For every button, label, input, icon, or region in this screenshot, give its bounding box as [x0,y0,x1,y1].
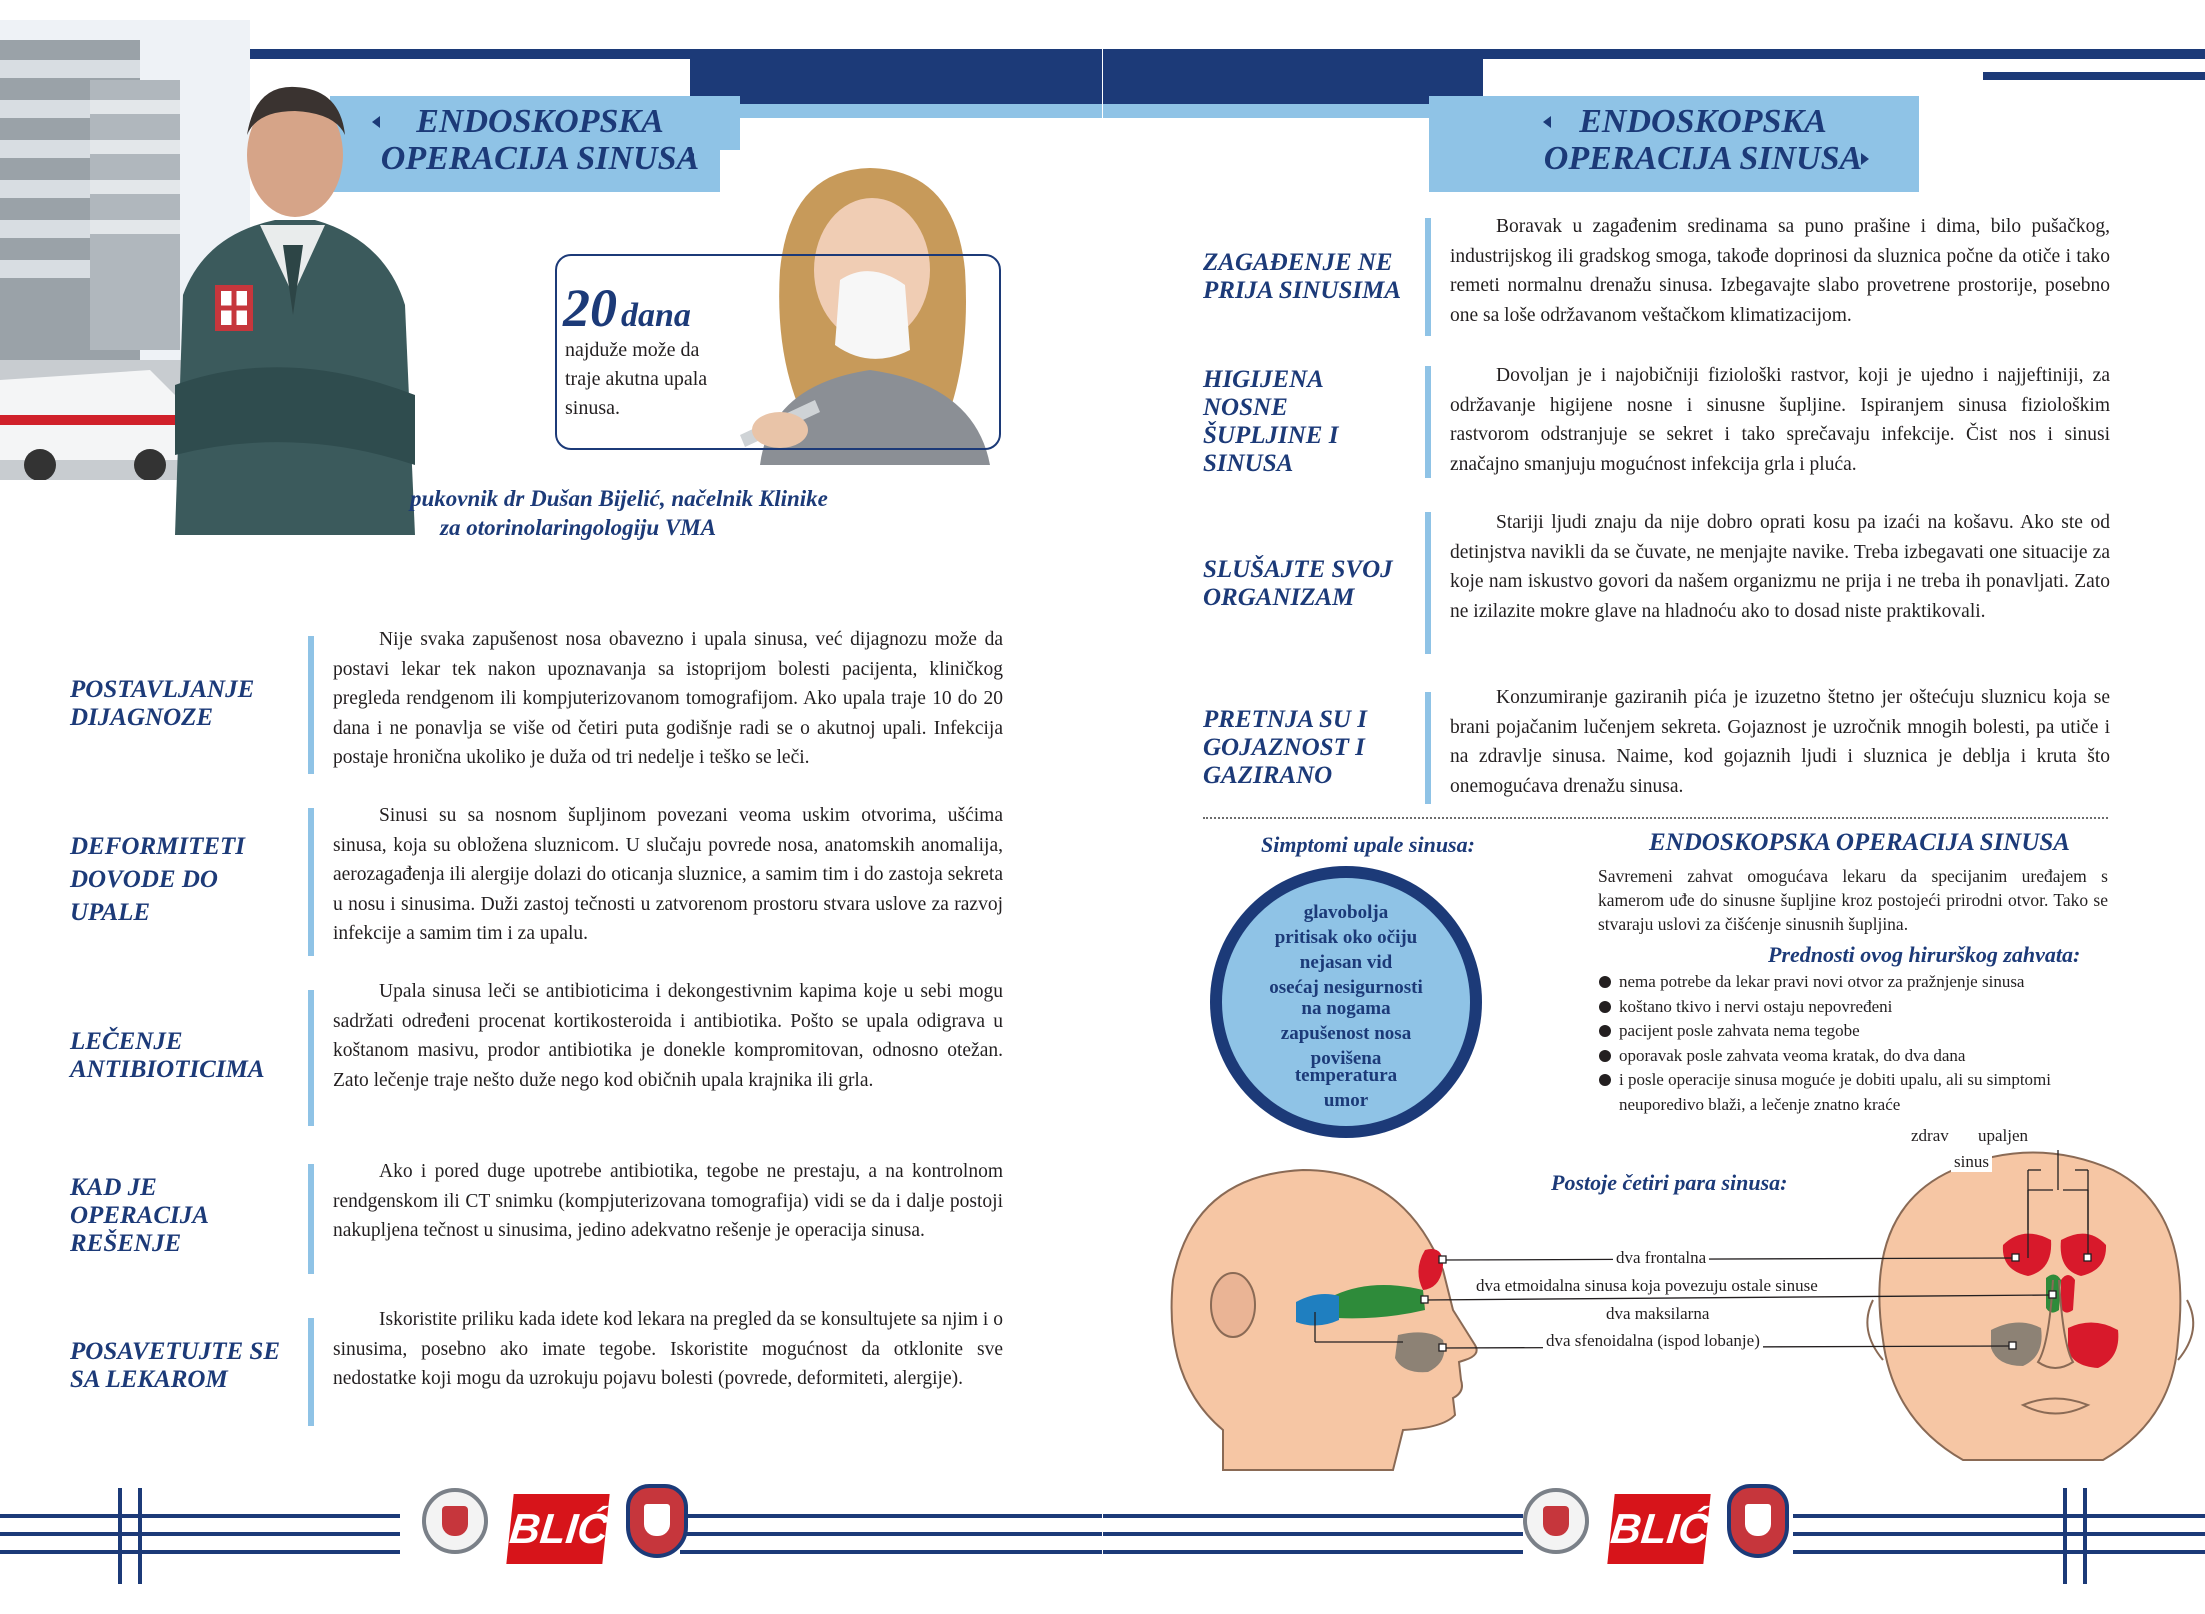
section-heading-line: PRETNJA SU I [1203,706,1367,733]
section-heading-line: DEFORMITETI [70,833,246,860]
sinus-label-sphenoid: dva sfenoidalna (ispod lobanje) [1543,1331,1763,1351]
footer-line [0,1550,400,1554]
page-title [1503,103,1903,177]
section-bar [1425,218,1431,336]
footer-ornament-vline [118,1488,122,1584]
diagram-title: Postoje četiri para sinusa: [1551,1170,1788,1195]
page-title-line2: OPERACIJA SINUSA [380,140,700,177]
sinus-label-ethmoid: dva etmoidalna sinusa koja povezuju ostale sinuse [1473,1276,1821,1296]
symptom-item: na nogama [1301,998,1391,1019]
sinus-label-frontal: dva frontalna [1613,1248,1709,1268]
top-stripe-dark-2 [1103,49,1483,105]
right-page [1103,0,2205,1614]
footer-line [1793,1532,2205,1536]
title-arrow-left-icon [1543,116,1551,128]
doctor-photo [165,45,420,535]
section-heading-line: POSTAVLJANJE [70,676,255,703]
page-title-line1: ENDOSKOPSKA [1579,103,1827,140]
section-heading [1203,249,1401,305]
section-heading-line: NOSNE [1203,394,1288,421]
footer-line [1103,1532,1523,1536]
advantages-title: Prednosti ovog hirurškog zahvata: [1768,942,2081,967]
section-heading-line: ZAGAĐENJE NE [1203,249,1393,276]
footer-line [1793,1514,2205,1518]
section-heading-line: SLUŠAJTE SVOJ [1203,556,1393,583]
section-heading-line: OPERACIJA [70,1202,209,1229]
symptom-item: povišena [1310,1048,1382,1069]
footer-line [1793,1550,2205,1554]
symptom-item: nejasan vid [1299,952,1393,973]
footer-line [0,1532,400,1536]
sinus-label-maxillary: dva maksilarna [1603,1304,1712,1324]
footer-line [680,1514,1102,1518]
sinus-diagram [1103,1126,2205,1480]
section-body: Iskoristite priliku kada idete kod lekara na pregled da se konsultujete sa njim i o sinusima, posebno ako imate tegobe. Iskoristite mogućnost da otklonite sve nedostatke koji mogu da uzrokuju pojavu bolesti (povrede, deformiteti, alergije). [333,1309,1003,1389]
section-heading [70,1028,265,1084]
section-body: Upala sinusa leči se antibioticima i dekongestivnim kapima koje u sebi mogu sadržati određeni procenat kortikosteroida i antibiotika. Pošto se upala odigrava u koštanom masivu, prodor antibiotika je donekle kompromitovan, odnosno otežan. Zato lečenje traje nešto duže nego kod običnih upala krajnika ili grla. [333,981,1003,1091]
footer-line [0,1514,400,1518]
symptom-item: temperatura [1294,1065,1398,1086]
section-heading [1203,556,1393,612]
advantage-item: oporavak posle zahvata veoma kratak, do dva dana [1597,1044,2109,1069]
title-arrow-left2-icon [686,153,694,165]
title-arrow-right-icon [1861,153,1869,165]
section-bar [308,808,314,956]
section-heading-line: SINUSA [1203,450,1294,477]
doctor-caption [410,484,828,542]
section-heading [1203,706,1367,790]
symptom-item: pritisak oko očiju [1274,927,1418,948]
blic-logo: BLIĆ [1607,1494,1710,1564]
section-bar [308,1318,314,1426]
section-heading-line: LEČENJE [70,1028,183,1055]
footer-line [680,1550,1102,1554]
symptom-item: zapušenost nosa [1280,1023,1412,1044]
section-bar [308,990,314,1126]
section-heading-line: DOVODE DO [70,866,218,893]
section-heading-line: GOJAZNOST I [1203,734,1365,761]
section-heading [70,676,254,732]
section-bar [1425,512,1431,654]
section-heading-line: SA LEKAROM [70,1366,228,1393]
left-page [0,0,1102,1614]
footer-ornament-vline [138,1488,142,1584]
section-heading [70,830,245,929]
section-heading-line: ŠUPLJINE I [1203,422,1339,449]
section-heading-line: PRIJA SINUSIMA [1203,277,1401,304]
advantage-item: i posle operacije sinusa moguće je dobiti upalu, ali su simptomi neuporedivo blaži, a lečenje znatno krаće [1597,1068,2109,1117]
symptom-item: umor [1323,1090,1369,1111]
section-heading [1203,366,1338,478]
section-bar [1425,692,1431,804]
footer-line [1103,1514,1523,1518]
callout-number-value: 20 [563,278,617,338]
section-heading-line: ORGANIZAM [1203,584,1355,611]
advantage-item: nema potrebe da lekar pravi novi otvor za pražnjenje sinusa [1597,970,2109,995]
section-body: Stariji ljudi znaju da nije dobro oprati kosu pa izaći na košavu. Ako ste od detinjstva navikli da se čuvate, ne menjajte navike. Treba izbegavati one situacije za koje nam iskustvo govori da našem organizmu ne prija i ne treba ih ponavljati. Zato ne izilazite mokre glave na hladnoću ako to dosad niste praktikovali. [1450,512,2110,622]
operation-title: ENDOSKOPSKA OPERACIJA SINUSA [1649,829,2070,856]
section-heading-line: KAD JE [70,1174,157,1201]
military-emblem-icon [422,1488,488,1554]
blic-logo: BLIĆ [506,1494,609,1564]
section-body: Sinusi su sa nosnom šupljinom povezani veoma uskim otvorima, ušćima sinusa, koja su obložena sluznicom. U slučaju povrede nosa, anatomskih anomalija, aerozagađenja ili alergije dolazi do oticanja sluznice, a samim tim i do zastoja sekreta u nosu i sinusima. Duži zastoj tečnosti u zatvorenom prostoru stvara uslove za razvoj infekcije a samim tim i za upalu. [333,805,1003,944]
section-bar [308,1164,314,1274]
advantage-item: koštano tkivo i nervi ostaju nepovređeni [1597,995,2109,1020]
page-title-line2: OPERACIJA SINUSA [1543,140,1863,177]
section-heading-line: DIJAGNOZE [70,704,214,731]
title-banner-strip [740,104,1102,118]
top-stripe-right [1983,72,2205,80]
section-heading-line: UPALE [70,899,151,926]
section-heading-line: GAZIRANO [1203,762,1333,789]
symptom-item: glavobolja [1303,902,1389,923]
callout-text: najduže može da traje akutna upala sinusa. [565,339,708,419]
section-body: Konzumiranje gaziranih pića je izuzetno štetno jer oštećuju sluznicu koja se brani pojačanim lučenjem sekreta. Gojaznost je uzročnik mnogih bolesti, pa utiče i na zdravlje sinusa. Naime, kod gojaznih ljudi i sluznica je deblja i kruta što onemogućava drenažu sinusa. [1450,687,2110,797]
doctor-portrait-image [165,45,420,535]
legend-healthy: zdrav [1908,1126,1952,1146]
serbia-coat-of-arms-icon [1727,1484,1789,1558]
section-heading [70,1174,209,1258]
footer-ornament-vline [2063,1488,2067,1584]
section-bar [308,636,314,774]
serbia-coat-of-arms-icon [626,1484,688,1558]
doctor-caption-line1: pukovnik dr Dušan Bijelić, načelnik Klinike [410,486,828,511]
footer-line [680,1532,1102,1536]
top-stripe-dark-2 [690,49,1102,105]
section-heading-line: HIGIJENA [1203,366,1324,393]
doctor-caption-line2: za otorinolaringologiju VMA [440,515,717,540]
section-heading-line: ANTIBIOTICIMA [70,1056,265,1083]
footer-line [1103,1550,1523,1554]
title-banner-strip [1103,104,1429,118]
symptoms-title: Simptomi upale sinusa: [1261,832,1475,857]
dotted-separator [1203,817,2108,819]
advantage-item: pacijent posle zahvata nema tegobe [1597,1019,2109,1044]
advantages-list [1597,970,2109,1117]
callout-number-unit: dana [621,297,691,334]
symptom-item: osećaj nesigurnosti [1269,977,1423,998]
callout-number [563,280,691,344]
section-heading-line: POSAVETUJTE SE [70,1338,280,1365]
operation-intro: Savremeni zahvat omogućava lekaru da specijanim uređajem s kamerom uđe do sinusne šupljine kroz postojeći prirodni otvor. Tako se stvaraju uslovi za čišćenje sinusnih šupljina. [1598,866,2108,934]
legend-sinus: sinus [1951,1152,1992,1172]
footer-ornament-vline [2083,1488,2087,1584]
section-body: Dovoljan je i najobičniji fiziološki rastvor, koji je ujedno i najjeftiniji, za održavanje higijene nosne i sinusne šupljine. Ispiranjem sinusa fiziološkim rastvorom odstranjuje se sekret i tako sprečavaju infekcije. Čist nos i sinusi značajno smanjuju mogućnost infekcija grla i pluća. [1450,365,2110,475]
section-bar [1425,366,1431,478]
section-body: Nije svaka zapušenost nosa obavezno i upala sinusa, već dijagnozu može da postavi lekar tek nakon upoznavanja sa istoprijom bolesti pacijenta, kliničkog pregleda rendgenom ili kompjuterizovanom tomografijom. Ako upala traje 10 do 20 dana i ne ponavlja se više od četiri puta godišnje radi se o akutnoj upali. Infekcija postaje hronična ukoliko je duža od tri nedelje i teško se leči. [333,629,1003,768]
section-body: Ako i pored duge upotrebe antibiotika, tegobe ne prestaju, a na kontrolnom rendgenskom ili CT snimku (kompjuterizovana tomografija) vidi se da i dalje postoji nakupljena tečnost u sinusima, jedino adekvatno rešenje je operacija sinusa. [333,1161,1003,1241]
military-emblem-icon [1523,1488,1589,1554]
symptoms-list [1238,900,1454,1113]
section-heading-line: REŠENJE [70,1230,182,1257]
legend-inflamed: upaljen [1975,1126,2031,1146]
section-heading [70,1338,280,1394]
page-title-line1: ENDOSKOPSKA [416,103,664,140]
section-body: Boravak u zagađenim sredinama sa puno prašine i dima, bilo pušačkog, industrijskog ili gradskog smoga, takođe doprinosi da sluznica počne da otiče i tako remeti normalnu drenažu sinusa. Izbegavajte slabo provetrene prostorije, posebno one sa loše održavanom veštačkom klimatizacijom. [1450,216,2110,326]
